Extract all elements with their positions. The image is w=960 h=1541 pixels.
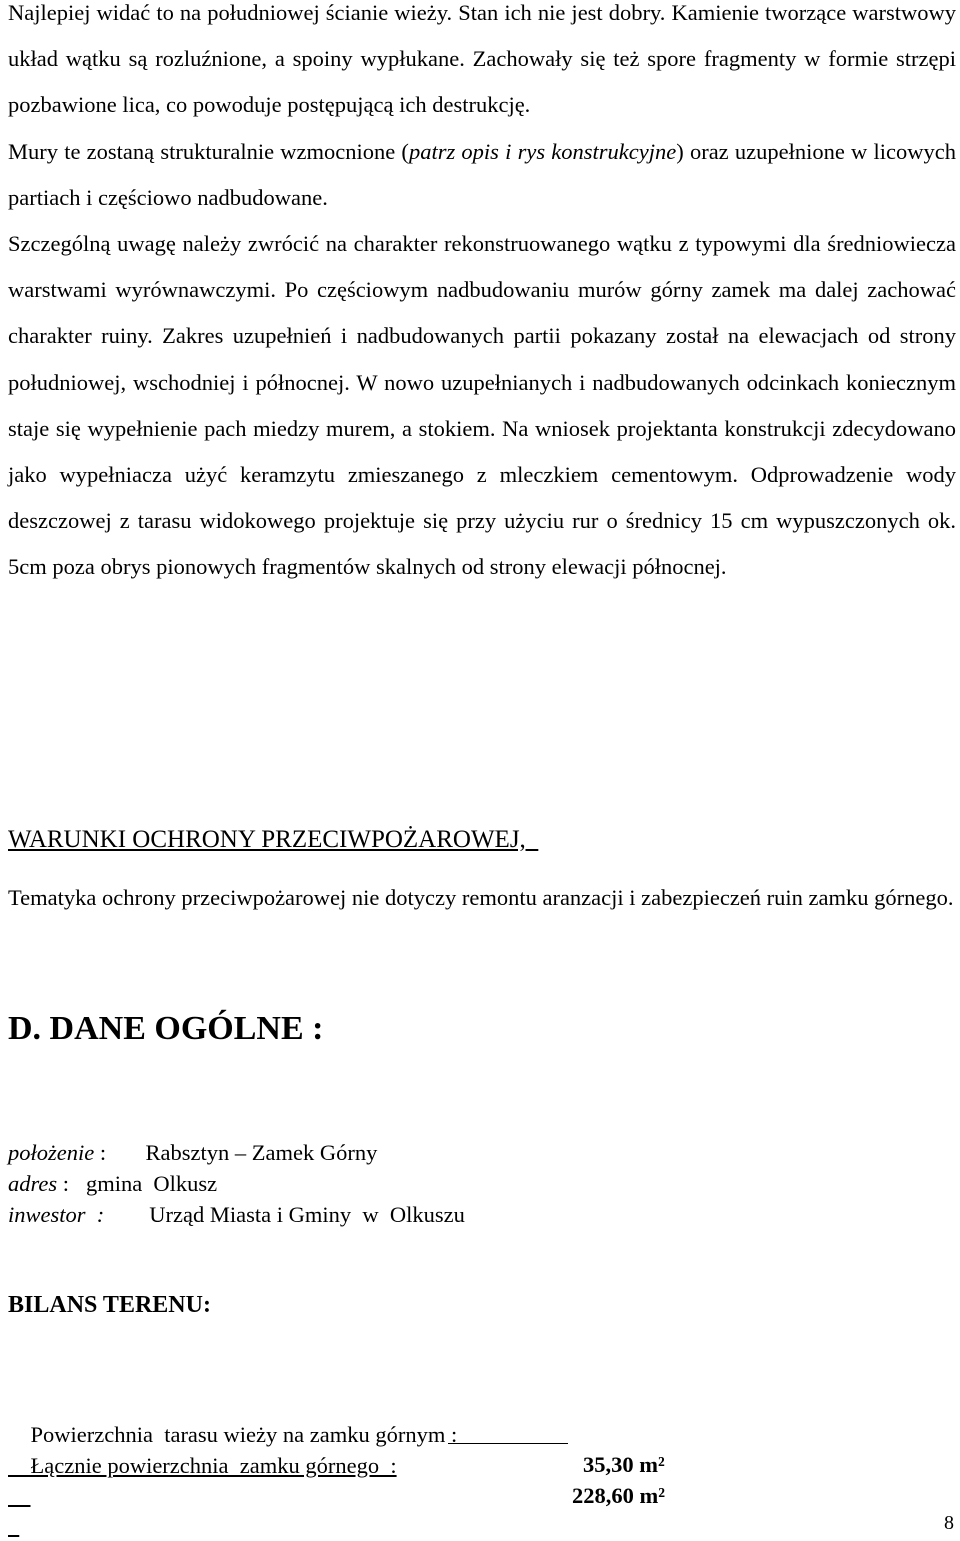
paragraph-tower-wall: Najlepiej widać to na południowej ścianie wieży. Stan ich nie jest dobry. Kamienie tworzące warstwowy układ wątku są rozluźnione, a spoiny wypłukane. Zachowały się też spore fragmenty w formie strzępi pozbawione lica, co powoduje postępującą ich destrukcję. — [8, 0, 956, 118]
address-value: gmina Olkusz — [85, 1171, 218, 1196]
terrace-area-label: Powierzchnia tarasu wieży na zamku górnym : — [30, 1422, 458, 1447]
body-text — [8, 0, 956, 591]
investor-value: Urząd Miasta i Gminy w Olkuszu — [104, 1202, 465, 1227]
land-balance-heading: BILANS TERENU: — [8, 1292, 211, 1318]
location-separator: : — [94, 1140, 146, 1165]
total-area-label: Łącznie powierzchnia zamku górnego : — [30, 1453, 397, 1478]
general-data-heading: D. DANE OGÓLNE : — [8, 1010, 324, 1047]
total-area-value: 228,60 m² — [572, 1483, 665, 1508]
reinforcement-text-a: Mury te zostaną strukturalnie wzmocnione ( — [8, 138, 409, 164]
terrace-area-value: 35,30 m² — [583, 1452, 665, 1477]
reinforcement-text-b: ) oraz uzupełnione w licowych partiach i częściowo nadbudowane. — [8, 138, 956, 210]
page-number: 8 — [944, 1512, 954, 1534]
location-label: położenie — [8, 1140, 95, 1165]
paragraph-reinforcement — [8, 129, 956, 221]
reinforcement-reference: patrz opis i rys konstrukcyjne — [408, 138, 677, 164]
fire-protection-heading: WARUNKI OCHRONY PRZECIWPOŻAROWEJ, — [8, 826, 539, 853]
balance-row-total — [8, 1421, 708, 1541]
investor-label: inwestor : — [8, 1202, 105, 1227]
info-row-address — [8, 1169, 217, 1199]
total-area-underline-gap — [448, 1443, 568, 1444]
info-row-investor — [8, 1200, 465, 1230]
address-label: adres — [8, 1171, 58, 1196]
address-separator: : — [57, 1171, 86, 1196]
info-row-location — [8, 1138, 377, 1168]
paragraph-reconstruction: Szczególną uwagę należy zwrócić na charakter rekonstruowanego wątku z typowymi dla średniowiecza warstwami wyrównawczymi. Po częściowym nadbudowaniu murów górny zamek ma dalej zachować charakter ruiny. Zakres uzupełnień i nadbudowanych partii pokazany został na elewacjach od strony południowej, wschodniej i północnej. W nowo uzupełnianych i nadbudowanych odcinkach koniecznym staje się wypełnienie pach miedzy murem, a stokiem. Na wniosek projektanta konstrukcji zdecydowano jako wypełniacza użyć keramzytu zmieszanego z mleczkiem cementowym. Odprowadzenie wody deszczowej z tarasu widokowego projektuje się przy użyciu rur o średnicy 15 cm wypuszczonych ok. 5cm poza obrys pionowych fragmentów skalnych od strony elewacji północnej. — [8, 231, 956, 580]
location-value: Rabsztyn – Zamek Górny — [145, 1140, 378, 1165]
fire-protection-text: Tematyka ochrony przeciwpożarowej nie dotyczy remontu aranzacji i zabezpieczeń ruin zamku górnego. — [8, 885, 954, 910]
